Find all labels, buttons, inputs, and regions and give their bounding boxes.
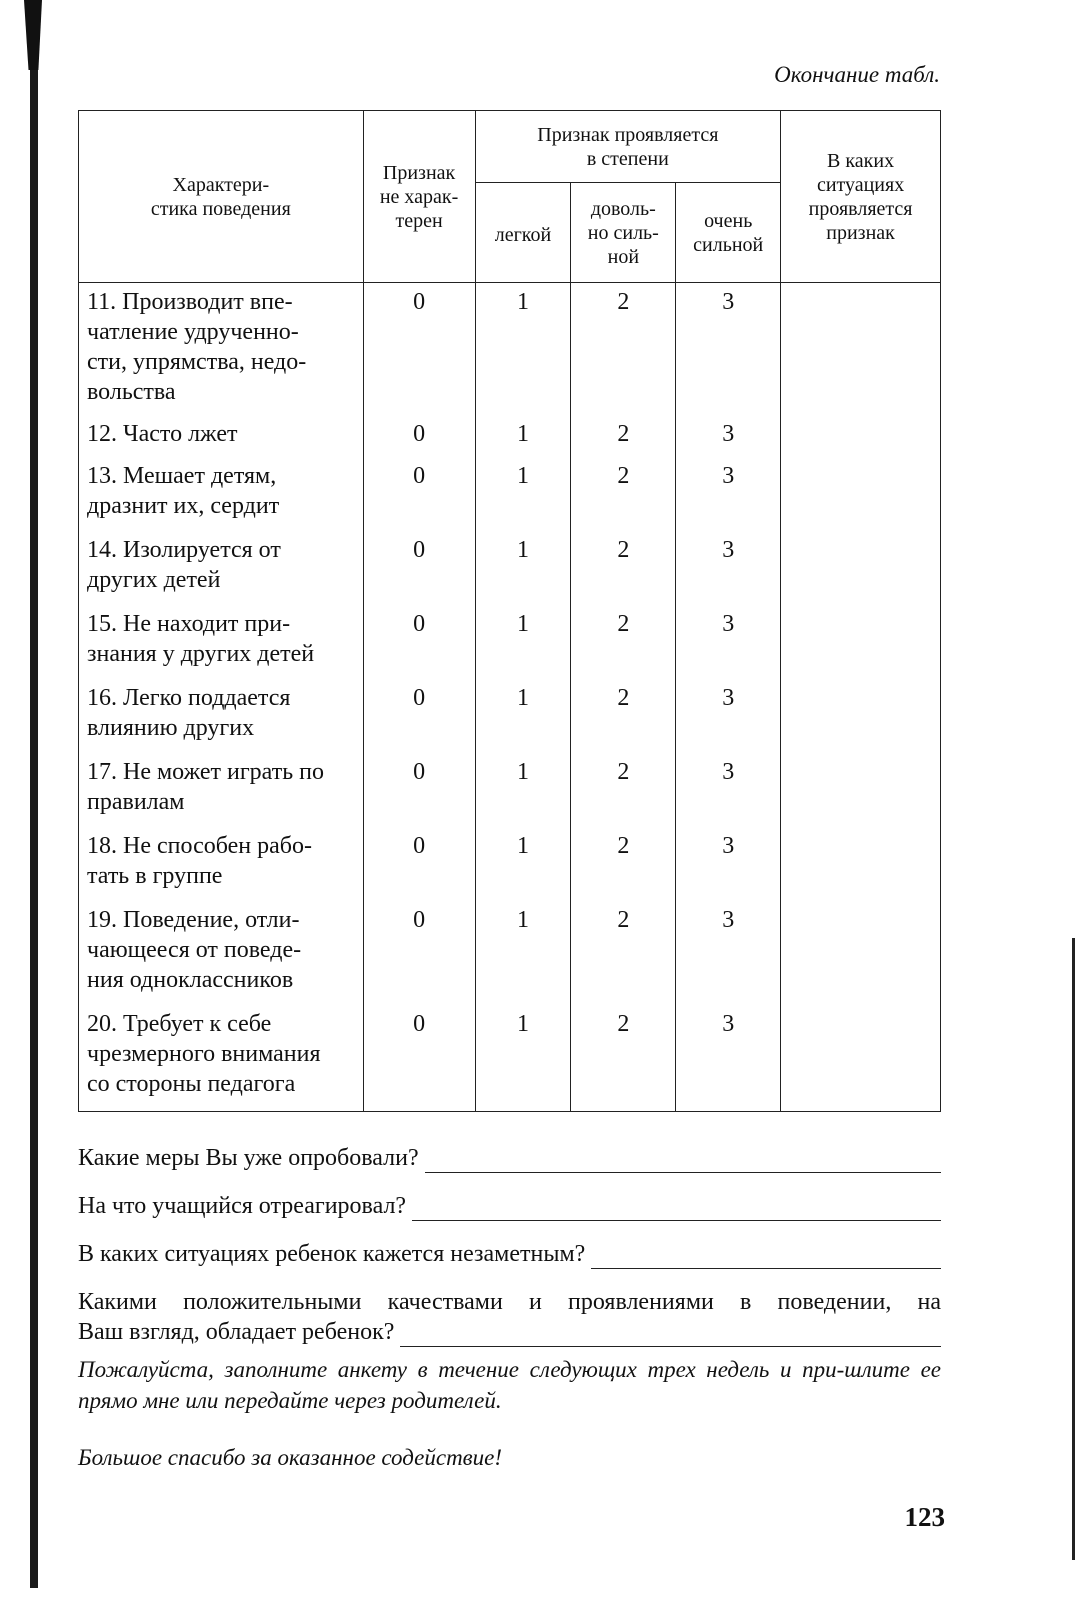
behavior-cell: 20. Требует к себе чрезмерного внимания со стороны педагога — [79, 1005, 364, 1111]
table-row — [79, 531, 941, 605]
situations-cell[interactable] — [781, 827, 941, 901]
question-tried-measures — [78, 1143, 941, 1173]
question-positive-qualities — [78, 1287, 941, 1347]
question-label: Какими положительными качествами и проявлениями в поведении, на — [78, 1289, 941, 1315]
instruction-note: Пожалуйста, заполните анкету в течение следующих трех недель и при-шлите ее прямо мне или передайте через родителей. — [78, 1357, 941, 1413]
answer-line[interactable] — [425, 1146, 941, 1173]
page-number: 123 — [904, 1502, 945, 1532]
behavior-cell: 19. Поведение, отли- чающееся от поведе- ния одноклассников — [79, 901, 364, 1005]
behavior-table — [78, 110, 941, 1112]
score-cell: 2 — [571, 1005, 676, 1111]
score-cell: 0 — [363, 1005, 475, 1111]
question-label: Какие меры Вы уже опробовали? — [78, 1145, 419, 1171]
situations-cell[interactable] — [781, 531, 941, 605]
header-not-typical: Признак не харак- терен — [363, 111, 475, 283]
situations-cell[interactable] — [781, 457, 941, 531]
behavior-cell: 18. Не способен рабо- тать в группе — [79, 827, 364, 901]
score-cell: 2 — [571, 901, 676, 1005]
thanks-note: Большое спасибо за оказанное содействие! — [78, 1445, 503, 1470]
score-cell: 2 — [571, 415, 676, 457]
question-label: В каких ситуациях ребенок кажется незаметным? — [78, 1241, 586, 1267]
score-cell: 3 — [676, 457, 781, 531]
situations-cell[interactable] — [781, 283, 941, 416]
answer-line[interactable] — [400, 1320, 941, 1347]
follow-up-questions — [78, 1143, 941, 1347]
table-row — [79, 1005, 941, 1111]
situations-cell[interactable] — [781, 605, 941, 679]
behavior-cell: 14. Изолируется от других детей — [79, 531, 364, 605]
header-behavior: Характери- стика поведения — [79, 111, 364, 283]
table-row — [79, 753, 941, 827]
score-cell: 1 — [475, 827, 571, 901]
score-cell: 1 — [475, 457, 571, 531]
score-cell: 2 — [571, 283, 676, 416]
table-row — [79, 605, 941, 679]
situations-cell[interactable] — [781, 753, 941, 827]
score-cell: 0 — [363, 457, 475, 531]
table-row — [79, 827, 941, 901]
table-row — [79, 679, 941, 753]
behavior-cell: 16. Легко поддается влиянию других — [79, 679, 364, 753]
continuation-note: Окончание табл. — [774, 62, 940, 87]
score-cell: 3 — [676, 679, 781, 753]
score-cell: 0 — [363, 679, 475, 753]
score-cell: 3 — [676, 283, 781, 416]
score-cell: 1 — [475, 901, 571, 1005]
situations-cell[interactable] — [781, 901, 941, 1005]
score-cell: 3 — [676, 531, 781, 605]
score-cell: 2 — [571, 605, 676, 679]
answer-line[interactable] — [591, 1242, 941, 1269]
score-cell: 3 — [676, 827, 781, 901]
score-cell: 0 — [363, 415, 475, 457]
score-cell: 0 — [363, 901, 475, 1005]
situations-cell[interactable] — [781, 1005, 941, 1111]
situations-cell[interactable] — [781, 415, 941, 457]
header-degree-group: Признак проявляется в степени — [475, 111, 781, 183]
question-student-reaction — [78, 1191, 941, 1221]
behavior-cell: 12. Часто лжет — [79, 415, 364, 457]
binding-edge-top-mark — [24, 0, 42, 70]
table-row — [79, 415, 941, 457]
score-cell: 2 — [571, 531, 676, 605]
behavior-cell: 15. Не находит при- знания у других детей — [79, 605, 364, 679]
score-cell: 1 — [475, 1005, 571, 1111]
behavior-cell: 17. Не может играть по правилам — [79, 753, 364, 827]
question-label: На что учащийся отреагировал? — [78, 1193, 407, 1219]
score-cell: 0 — [363, 605, 475, 679]
score-cell: 1 — [475, 415, 571, 457]
score-cell: 2 — [571, 457, 676, 531]
table-row — [79, 457, 941, 531]
score-cell: 1 — [475, 753, 571, 827]
score-cell: 2 — [571, 753, 676, 827]
score-cell: 3 — [676, 901, 781, 1005]
answer-line[interactable] — [412, 1194, 941, 1221]
score-cell: 2 — [571, 827, 676, 901]
score-cell: 0 — [363, 827, 475, 901]
binding-edge-right — [1072, 938, 1075, 1560]
score-cell: 3 — [676, 415, 781, 457]
score-cell: 3 — [676, 1005, 781, 1111]
situations-cell[interactable] — [781, 679, 941, 753]
question-unnoticed-situations — [78, 1239, 941, 1269]
score-cell: 3 — [676, 605, 781, 679]
score-cell: 3 — [676, 753, 781, 827]
table-row — [79, 901, 941, 1005]
score-cell: 0 — [363, 283, 475, 416]
header-situations: В каких ситуациях проявляется признак — [781, 111, 941, 283]
score-cell: 2 — [571, 679, 676, 753]
binding-edge-left — [30, 0, 38, 1588]
score-cell: 1 — [475, 679, 571, 753]
behavior-cell: 11. Производит впе- чатление удрученно- сти, упрямства, недо- вольства — [79, 283, 364, 416]
table-row — [79, 283, 941, 416]
score-cell: 1 — [475, 283, 571, 416]
header-degree-fairly: доволь- но силь- ной — [571, 183, 676, 283]
header-degree-light: легкой — [475, 183, 571, 283]
score-cell: 0 — [363, 753, 475, 827]
score-cell: 1 — [475, 605, 571, 679]
behavior-cell: 13. Мешает детям, дразнит их, сердит — [79, 457, 364, 531]
question-label: Ваш взгляд, обладает ребенок? — [78, 1319, 395, 1345]
score-cell: 0 — [363, 531, 475, 605]
score-cell: 1 — [475, 531, 571, 605]
header-degree-very: очень сильной — [676, 183, 781, 283]
